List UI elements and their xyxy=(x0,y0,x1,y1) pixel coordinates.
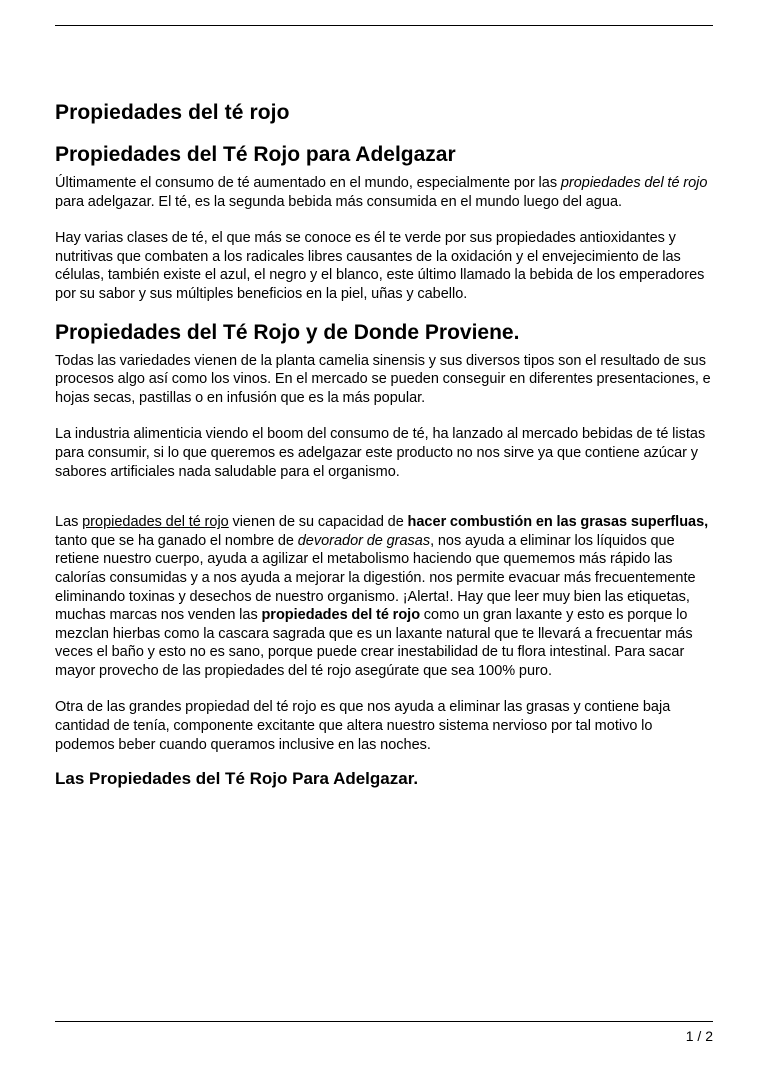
paragraph-industry: La industria alimenticia viendo el boom del consumo de té, ha lanzado al mercado bebidas de té listas para consumir, si lo que queremos es adelgazar este producto no nos sirve ya que contiene azúcar y sabores artificiales nada saludable para el organismo. xyxy=(55,426,706,480)
emphasis-text: devorador de grasas xyxy=(297,532,431,549)
heading-origin: Propiedades del Té Rojo y de Donde Proviene. xyxy=(55,320,520,344)
bold-text: hacer combustión en las grasas superfluas, xyxy=(407,514,709,531)
document-body xyxy=(55,95,715,790)
heading-adelgazar-2: Las Propiedades del Té Rojo Para Adelgazar. xyxy=(55,769,419,789)
paragraph-origin: Todas las variedades vienen de la planta camelia sinensis y sus diversos tipos son el resultado de sus procesos algo así como los vinos. En el mercado se pueden conseguir en diferentes presentaciones, e hojas secas, pastillas o en infusión que es la más popular. xyxy=(55,352,711,406)
paragraph-intro: Últimamente el consumo de té aumentado en el mundo, especialmente por las propiedades del té rojo para adelgazar. El té, es la segunda bebida más consumida en el mundo luego del agua. xyxy=(55,175,708,210)
paragraph-other-property: Otra de las grandes propiedad del té rojo es que nos ayuda a eliminar las grasas y contiene baja cantidad de tenía, componente excitante que altera nuestro sistema nervioso por tal motivo lo podemos beber cuando queramos inclusive en las noches. xyxy=(55,699,671,753)
paragraph-tea-types: Hay varias clases de té, el que más se conoce es él te verde por sus propiedades antioxidantes y nutritivas que combaten a los radicales libres causantes de la oxidación y el envejecimiento de las células, también existe el azul, el negro y el blanco, este último llamado la bebida de los emperadores por su sabor y sus múltiples beneficios en la piel, uñas y cabello. xyxy=(55,230,705,302)
paragraph-properties: Las propiedades del té rojo vienen de su capacidad de hacer combustión en las grasas superfluas, tanto que se ha ganado el nombre de devorador de grasas, nos ayuda a eliminar los líquidos que retiene nuestro cuerpo, ayuda a agilizar el metabolismo haciendo que quememos más rápido las calorías consumidas y a nos ayuda a mejorar la digestión. nos permite evacuar más frecuentemente eliminando toxinas y desechos de nuestro organismo. ¡Alerta!. Hay que leer muy bien las etiquetas, muchas marcas nos venden las propiedades del té rojo como un gran laxante y esto es porque lo mezclan hierbas como la cascara sagrada que es un laxante natural que te llevará a frecuentar más veces el baño y esto no es sano, porque puede crear inestabilidad de tu flora intestinal. Para sacar mayor provecho de las propiedades del té rojo asegúrate que sea 100% puro. xyxy=(55,514,709,679)
header-rule xyxy=(55,25,713,26)
emphasis-text: propiedades del té rojo xyxy=(560,175,708,191)
page-number: 1 / 2 xyxy=(685,1028,713,1044)
heading-adelgazar: Propiedades del Té Rojo para Adelgazar xyxy=(55,143,456,166)
bold-text: propiedades del té rojo xyxy=(261,607,421,624)
document-title: Propiedades del té rojo xyxy=(55,101,290,124)
footer-rule xyxy=(55,1021,713,1022)
properties-link[interactable]: propiedades del té rojo xyxy=(82,514,229,531)
